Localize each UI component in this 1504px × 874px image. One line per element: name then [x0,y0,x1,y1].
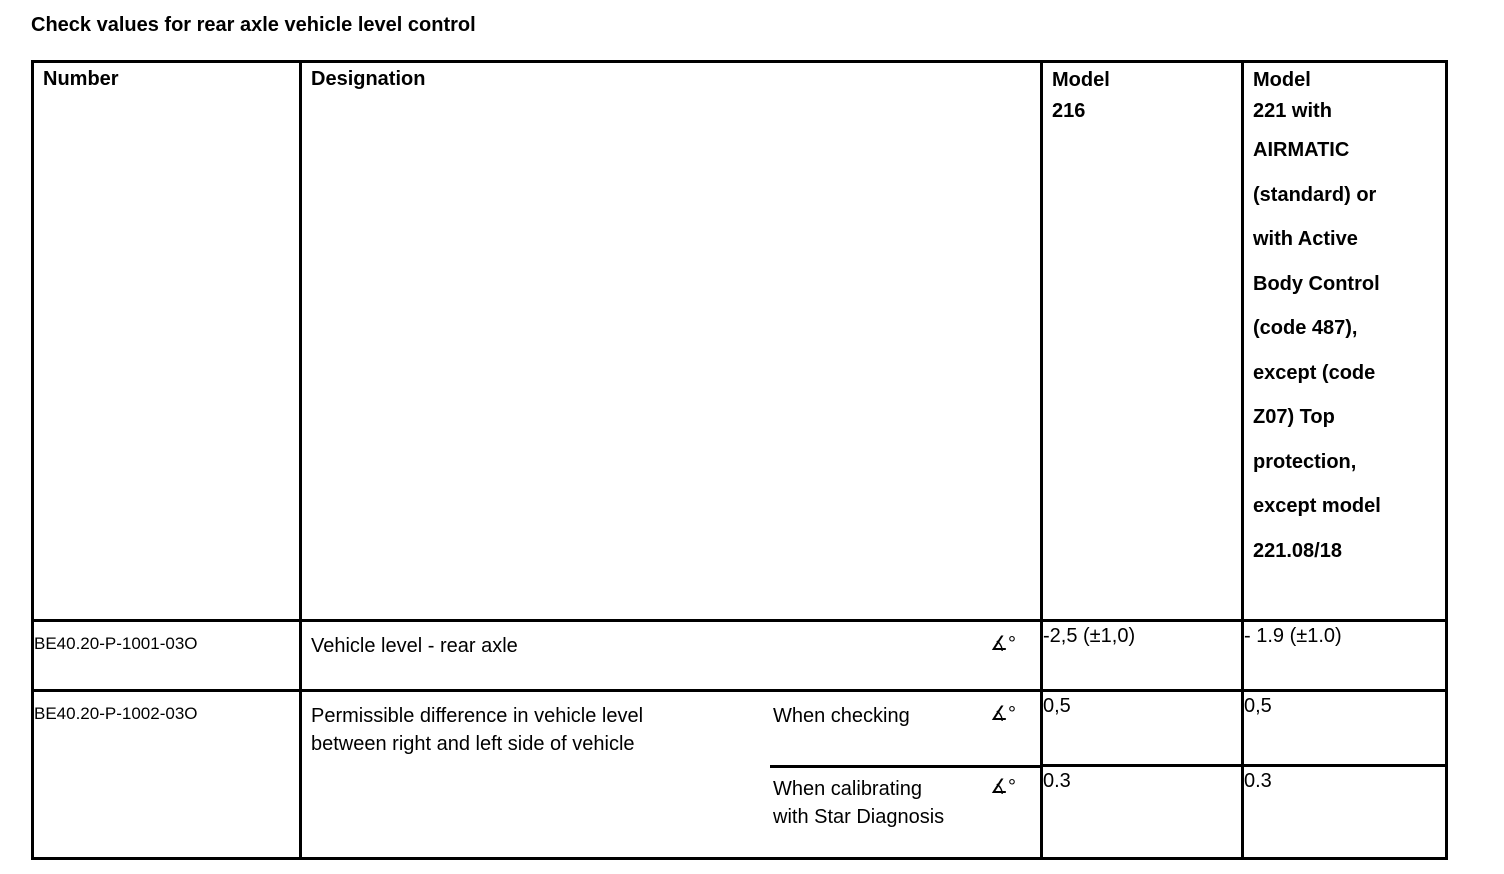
row-designation-continued [301,765,1042,858]
row-number: BE40.20-P-1001-03O [33,621,301,690]
header-designation [301,62,1042,621]
angle-degree-icon: ∡° [990,776,1016,799]
header-model-221-line: (standard) or [1253,183,1377,206]
header-model-221-line: Model [1253,69,1311,91]
header-model-221 [1243,62,1447,621]
header-model-221-line: protection, [1253,450,1357,473]
header-model-221-line: Body Control [1253,272,1380,295]
row-model-216-value: -2,5 (±1,0) [1042,621,1243,690]
designation-line: between right and left side of vehicle [311,732,635,755]
check-values-table [31,60,1448,860]
row-model-221-value: 0,5 [1243,690,1447,765]
row-model-216-value: 0.3 [1042,765,1243,858]
header-model-216-line: Model [1052,69,1110,91]
header-model-216 [1042,62,1243,621]
row-model-216-value: 0,5 [1042,690,1243,765]
condition-label [773,775,944,831]
table-row [33,621,1447,690]
condition-label-line: When calibrating [773,778,922,801]
table-header-row [33,62,1447,621]
header-model-221-line: Z07) Top [1253,406,1335,428]
condition-label-line: with Star Diagnosis [773,806,945,829]
header-model-221-line: AIRMATIC [1253,139,1350,161]
angle-degree-icon: ∡° [990,702,1016,725]
table-row [33,690,1447,765]
row-model-221-value: 0.3 [1243,765,1447,858]
row-designation [301,690,1042,765]
designation-text [302,692,1040,758]
header-number [33,62,301,621]
header-model-221-line: except model [1253,495,1381,517]
header-model-221-line: except (code [1253,361,1376,384]
angle-degree-icon: ∡° [990,633,1016,656]
header-number-label: Number [43,68,119,90]
condition-label: When checking [773,704,910,727]
header-model-221-line: (code 487), [1253,317,1358,339]
header-designation-label: Designation [311,68,426,90]
row-model-221-value: - 1.9 (±1.0) [1243,621,1447,690]
header-model-221-line: 221 with [1253,100,1332,122]
row-designation [301,621,1042,690]
row-number: BE40.20-P-1002-03O [33,690,301,858]
header-model-221-line: 221.08/18 [1253,539,1342,562]
designation-line: Permissible difference in vehicle level [311,704,644,727]
header-model-216-line: 216 [1052,100,1086,122]
header-model-221-line: with Active [1253,228,1358,250]
page-title: Check values for rear axle vehicle level control [31,14,476,36]
designation-text: Vehicle level - rear axle [311,635,518,658]
